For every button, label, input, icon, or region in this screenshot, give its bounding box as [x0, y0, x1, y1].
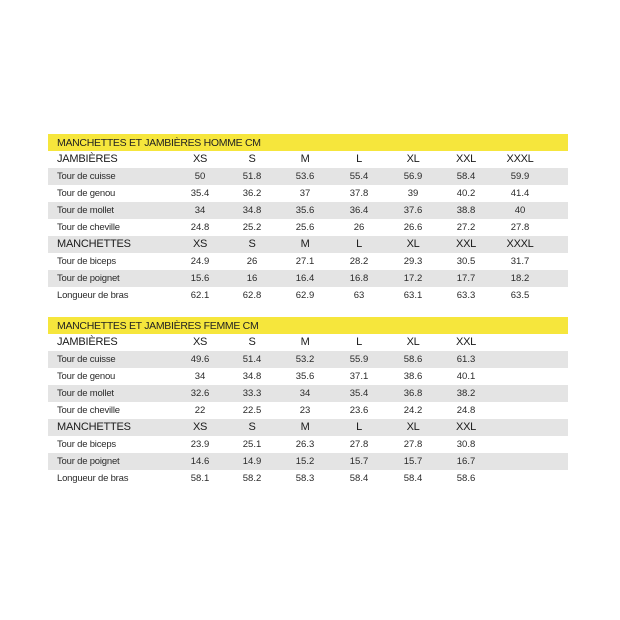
table-row — [48, 185, 568, 202]
size-header: L — [356, 421, 362, 433]
measurement-value: 55.4 — [349, 171, 369, 182]
table-row — [48, 202, 568, 219]
measurement-value: 23 — [299, 405, 311, 416]
size-header: S — [248, 238, 256, 250]
size-header: L — [356, 238, 362, 250]
measurement-value: 37.8 — [349, 188, 369, 199]
measurement-value: 33.3 — [242, 388, 262, 399]
measurement-value: 27.1 — [295, 256, 315, 267]
measurement-value: 39 — [407, 188, 419, 199]
measurement-value: 63.5 — [510, 290, 530, 301]
measurement-label: Tour de mollet — [57, 388, 114, 399]
measurement-value: 58.2 — [242, 473, 262, 484]
measurement-value: 26.3 — [295, 439, 315, 450]
section-header-row — [48, 236, 568, 253]
size-header: M — [300, 153, 310, 165]
measurement-value: 34.8 — [242, 205, 262, 216]
size-header: XL — [406, 153, 420, 165]
measurement-value: 51.8 — [242, 171, 262, 182]
section-header-row — [48, 151, 568, 168]
table-row — [48, 470, 568, 487]
size-header: XXL — [456, 336, 476, 348]
measurement-value: 36.8 — [403, 388, 423, 399]
measurement-value: 58.6 — [456, 473, 476, 484]
measurement-value: 34 — [194, 371, 206, 382]
measurement-value: 16 — [246, 273, 258, 284]
measurement-value: 24.9 — [190, 256, 210, 267]
measurement-value: 24.8 — [190, 222, 210, 233]
size-header: XXXL — [506, 238, 534, 250]
measurement-value: 58.1 — [190, 473, 210, 484]
measurement-value: 35.4 — [349, 388, 369, 399]
size-header: L — [356, 153, 362, 165]
measurement-value: 14.9 — [242, 456, 262, 467]
measurement-value: 17.7 — [456, 273, 476, 284]
measurement-value: 38.8 — [456, 205, 476, 216]
table-row — [48, 219, 568, 236]
measurement-value: 49.6 — [190, 354, 210, 365]
measurement-value: 32.6 — [190, 388, 210, 399]
measurement-value: 15.7 — [349, 456, 369, 467]
measurement-value: 17.2 — [403, 273, 423, 284]
measurement-value: 16.7 — [456, 456, 476, 467]
table-row — [48, 168, 568, 185]
measurement-value: 58.3 — [295, 473, 315, 484]
measurement-value: 28.2 — [349, 256, 369, 267]
table-title: MANCHETTES ET JAMBIÈRES FEMME CM — [48, 317, 568, 334]
measurement-value: 36.2 — [242, 188, 262, 199]
size-header: L — [356, 336, 362, 348]
measurement-value: 36.4 — [349, 205, 369, 216]
measurement-value: 15.6 — [190, 273, 210, 284]
measurement-value: 34 — [194, 205, 206, 216]
measurement-value: 23.6 — [349, 405, 369, 416]
measurement-value: 62.1 — [190, 290, 210, 301]
measurement-value: 16.4 — [295, 273, 315, 284]
measurement-value: 58.4 — [349, 473, 369, 484]
measurement-value: 59.9 — [510, 171, 530, 182]
measurement-value: 41.4 — [510, 188, 530, 199]
measurement-label: Tour de mollet — [57, 205, 114, 216]
measurement-label: Longueur de bras — [57, 473, 129, 484]
size-header: S — [248, 153, 256, 165]
table-title: MANCHETTES ET JAMBIÈRES HOMME CM — [48, 134, 568, 151]
measurement-value: 58.6 — [403, 354, 423, 365]
measurement-value: 56.9 — [403, 171, 423, 182]
size-header: XL — [406, 336, 420, 348]
table-row — [48, 436, 568, 453]
measurement-value: 27.8 — [403, 439, 423, 450]
measurement-value: 37 — [299, 188, 311, 199]
table-row — [48, 368, 568, 385]
size-header: XS — [192, 421, 208, 433]
measurement-value: 15.7 — [403, 456, 423, 467]
measurement-value: 58.4 — [456, 171, 476, 182]
measurement-value: 63.1 — [403, 290, 423, 301]
section-header-row — [48, 419, 568, 436]
measurement-label: Tour de cuisse — [57, 171, 116, 182]
section-header: JAMBIÈRES — [57, 336, 118, 348]
table-row — [48, 385, 568, 402]
measurement-value: 27.8 — [349, 439, 369, 450]
size-table-femme — [48, 317, 568, 487]
size-header: XXL — [456, 421, 476, 433]
measurement-value: 34.8 — [242, 371, 262, 382]
measurement-value: 35.4 — [190, 188, 210, 199]
measurement-value: 18.2 — [510, 273, 530, 284]
size-header: XS — [192, 238, 208, 250]
measurement-value: 26.6 — [403, 222, 423, 233]
table-row — [48, 453, 568, 470]
measurement-label: Tour de biceps — [57, 256, 116, 267]
measurement-value: 63.3 — [456, 290, 476, 301]
table-row — [48, 253, 568, 270]
measurement-value: 23.9 — [190, 439, 210, 450]
measurement-label: Tour de genou — [57, 371, 116, 382]
measurement-value: 37.6 — [403, 205, 423, 216]
measurement-label: Tour de poignet — [57, 273, 120, 284]
measurement-label: Tour de biceps — [57, 439, 116, 450]
measurement-value: 38.2 — [456, 388, 476, 399]
size-header: XL — [406, 238, 420, 250]
measurement-value: 58.4 — [403, 473, 423, 484]
measurement-value: 30.8 — [456, 439, 476, 450]
size-table-homme — [48, 134, 568, 304]
measurement-value: 31.7 — [510, 256, 530, 267]
measurement-value: 30.5 — [456, 256, 476, 267]
size-header: M — [300, 336, 310, 348]
measurement-value: 15.2 — [295, 456, 315, 467]
measurement-value: 22 — [194, 405, 206, 416]
measurement-value: 26 — [246, 256, 258, 267]
measurement-value: 25.1 — [242, 439, 262, 450]
measurement-label: Tour de cheville — [57, 222, 120, 233]
measurement-value: 40.1 — [456, 371, 476, 382]
measurement-value: 62.8 — [242, 290, 262, 301]
measurement-value: 26 — [353, 222, 365, 233]
measurement-value: 61.3 — [456, 354, 476, 365]
size-header: XXXL — [506, 153, 534, 165]
size-header: XS — [192, 336, 208, 348]
measurement-value: 50 — [194, 171, 206, 182]
measurement-value: 24.8 — [456, 405, 476, 416]
measurement-value: 35.6 — [295, 205, 315, 216]
measurement-label: Tour de cuisse — [57, 354, 116, 365]
size-header: M — [300, 421, 310, 433]
section-header: JAMBIÈRES — [57, 153, 118, 165]
table-row — [48, 270, 568, 287]
table-row — [48, 402, 568, 419]
table-row — [48, 287, 568, 304]
measurement-value: 55.9 — [349, 354, 369, 365]
size-header: M — [300, 238, 310, 250]
measurement-label: Longueur de bras — [57, 290, 129, 301]
measurement-label: Tour de poignet — [57, 456, 120, 467]
size-header: S — [248, 336, 256, 348]
size-header: XS — [192, 153, 208, 165]
measurement-value: 24.2 — [403, 405, 423, 416]
measurement-value: 37.1 — [349, 371, 369, 382]
measurement-value: 51.4 — [242, 354, 262, 365]
measurement-value: 14.6 — [190, 456, 210, 467]
measurement-label: Tour de genou — [57, 188, 116, 199]
measurement-value: 38.6 — [403, 371, 423, 382]
measurement-value: 53.2 — [295, 354, 315, 365]
measurement-value: 40.2 — [456, 188, 476, 199]
size-header: XL — [406, 421, 420, 433]
size-header: S — [248, 421, 256, 433]
measurement-value: 53.6 — [295, 171, 315, 182]
measurement-value: 35.6 — [295, 371, 315, 382]
measurement-value: 29.3 — [403, 256, 423, 267]
section-header: MANCHETTES — [57, 238, 131, 250]
section-header-row — [48, 334, 568, 351]
measurement-value: 62.9 — [295, 290, 315, 301]
measurement-value: 27.8 — [510, 222, 530, 233]
section-header: MANCHETTES — [57, 421, 131, 433]
measurement-value: 63 — [353, 290, 365, 301]
measurement-value: 34 — [299, 388, 311, 399]
table-row — [48, 351, 568, 368]
measurement-value: 40 — [514, 205, 526, 216]
measurement-value: 25.2 — [242, 222, 262, 233]
measurement-value: 16.8 — [349, 273, 369, 284]
measurement-value: 22.5 — [242, 405, 262, 416]
size-header: XXL — [456, 153, 476, 165]
measurement-label: Tour de cheville — [57, 405, 120, 416]
measurement-value: 27.2 — [456, 222, 476, 233]
measurement-value: 25.6 — [295, 222, 315, 233]
size-header: XXL — [456, 238, 476, 250]
